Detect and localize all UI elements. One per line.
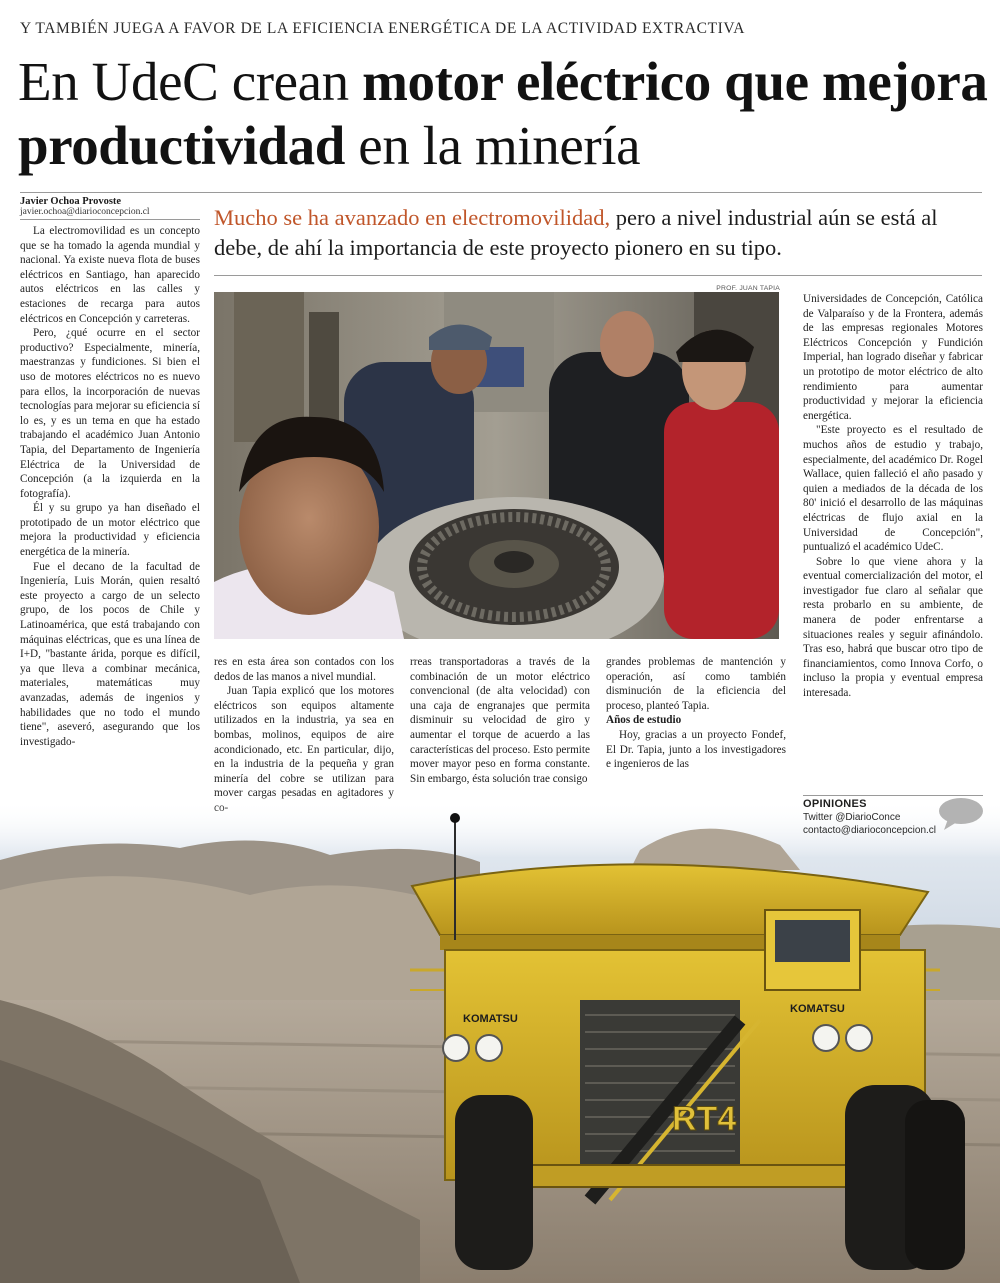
body-column-4 bbox=[606, 655, 786, 772]
opinion-title: OPINIONES bbox=[803, 798, 867, 810]
subheading: Años de estudio bbox=[606, 714, 682, 727]
speech-bubble-icon bbox=[938, 797, 984, 836]
paragraph: "Este proyecto es el resultado de muchos años de estudio y trabajo, especialmente, del académico Dr. Rogel Wallace, quien falleció el año pasado y quien a mediados de la década de los 80' inició el desarrollo de las máquinas eléctricas de flujo axial en la Universidad de Concepción", puntualizó el académico UdeC. bbox=[803, 424, 983, 554]
mining-truck-illustration bbox=[0, 800, 1000, 1283]
headline-divider bbox=[20, 192, 982, 193]
paragraph: Juan Tapia explicó que los motores eléctricos son equipos altamente utilizados en la industria, ya sea en bombas, molinos, equipos de aire acondicionado, etc. En particular, dijo, en la industria de la pequeña y gran minería del cobre se utilizan para mover cargas pesadas en agitadores y bbox=[214, 685, 394, 800]
deck bbox=[214, 203, 984, 263]
paragraph: grandes problemas de mantención y operación, así como también disminución de la eficiencia del proceso, planteó Tapia. bbox=[606, 656, 786, 712]
headline-part-3: en la minería bbox=[344, 115, 641, 176]
byline-divider bbox=[20, 219, 200, 220]
opinion-email[interactable]: contacto@diarioconcepcion.cl bbox=[803, 825, 937, 836]
author-name: Javier Ochoa Provoste bbox=[20, 196, 122, 207]
paragraph: La electromovilidad es un concepto que se ha tomado la agenda mundial y nacional. Ya existe nueva flota de buses eléctricos en Santiago, han aparecido autos eléctricos en las calles y estaciones de recarga para autos eléctricos en Concepción y carreteras. bbox=[20, 225, 200, 325]
opinion-twitter[interactable]: Twitter @DiarioConce bbox=[803, 812, 901, 823]
paragraph: Pero, ¿qué ocurre en el sector productivo? Especialmente, minería, maestranzas y fundiciones. Si bien el uso de motores eléctricos no es nuevo para ellos, la incorporación de nuevas tecnologías para mejorar su eficiencia sí lo es, y es un tema en que ha estado trabajando el académico Juan Antonio Tapia, del Departamento de Ingeniería Eléctrica de la Universidad de Concepción (a la izquierda en la fotografía). bbox=[20, 327, 200, 500]
body-column-5 bbox=[803, 292, 983, 701]
workshop-photo-illustration bbox=[214, 292, 779, 639]
headline bbox=[18, 50, 993, 178]
paragraph: rreas transportadoras a través de la combinación de un motor eléctrico convencional (de alta velocidad) con una caja de engranajes que permita disminuir su velocidad de giro y aumentar el torque de acuerdo a las características del proceso. Esto permite mover mayor peso en forma constante. Sin embargo, ésta solución trae consigo bbox=[410, 656, 590, 785]
deck-rest: pero a nivel industrial aún se está al debe, de ahí la importancia de este proyecto pionero en su tipo. bbox=[214, 205, 938, 260]
paragraph: Sobre lo que viene ahora y la eventual comercialización del motor, el investigador fue claro al señalar que resta probarlo en su ambiente, de manera de poder enfrentarse a situaciones reales y seguir afinándolo. Tras eso, habrá que buscar otro tipo de financiamientos, como Innova Corfo, o incluso la propia y eventual empresa interesada. bbox=[803, 555, 983, 700]
workshop-photo bbox=[214, 292, 779, 639]
body-column-3 bbox=[410, 655, 590, 786]
body-column-2 bbox=[214, 655, 394, 816]
opinion-divider bbox=[803, 795, 983, 796]
author-email[interactable]: javier.ochoa@diarioconcepcion.cl bbox=[20, 207, 150, 217]
paragraph: res en esta área son contados con los dedos de las manos a nivel mundial. bbox=[214, 656, 394, 683]
truck-brand-left: KOMATSU bbox=[463, 1013, 518, 1025]
deck-divider bbox=[214, 275, 982, 276]
kicker: Y TAMBIÉN JUEGA A FAVOR DE LA EFICIENCIA ENERGÉTICA DE LA ACTIVIDAD EXTRACTIVA bbox=[20, 20, 745, 37]
mining-truck-photo bbox=[0, 800, 1000, 1283]
paragraph: Él y su grupo ya han diseñado el prototipado de un motor eléctrico que mejora la productividad y eficiencia energética de la minería. bbox=[20, 502, 200, 559]
truck-brand-right: KOMATSU bbox=[790, 1003, 845, 1015]
paragraph: Hoy, gracias a un proyecto Fondef, El Dr. Tapia, junto a los investigadores e ingenieros de las bbox=[606, 728, 786, 771]
deck-accent: Mucho se ha avanzado en electromovilidad, bbox=[214, 205, 611, 230]
body-column-1 bbox=[20, 224, 200, 749]
paragraph: Fue el decano de la facultad de Ingeniería, Luis Morán, quien resaltó este proyecto a cargo de un selecto grupo, de los pocos de Chile y Latinoamérica, que está trabajando con máquinas eléctricas, que es una línea de I+D, "bastante árida, porque es difícil, ya que lleva a combinar mecánica, materiales, matemáticas muy avanzadas, además de ingenios y habilidades que no todo el mundo tiene", aseveró, asegurando que los investigado- bbox=[20, 560, 200, 748]
truck-number: RT4 bbox=[672, 1100, 737, 1138]
paragraph: Universidades de Concepción, Católica de Valparaíso y de la Frontera, además de las empresas regionales Motores Eléctricos Concepción y Fundición Imperial, han logrado diseñar y fabricar un prototipo de motor eléctrico de alto rendimiento para aumentar productividad y mejorar la eficiencia energética. bbox=[803, 293, 983, 422]
photo-credit: PROF. JUAN TAPIA bbox=[716, 285, 780, 292]
headline-part-1: En UdeC crean bbox=[18, 51, 363, 112]
headline-part-2: motor eléctrico que mejora productividad bbox=[18, 51, 988, 176]
